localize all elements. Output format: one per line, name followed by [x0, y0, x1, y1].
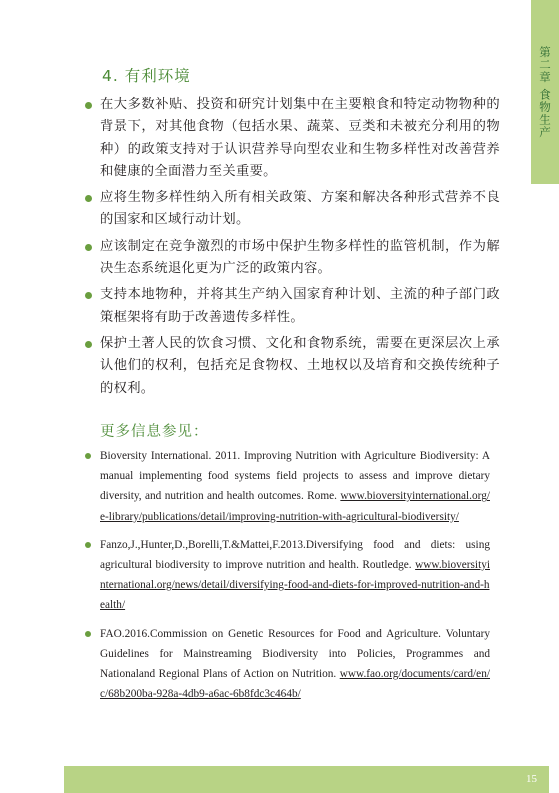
list-item [80, 236, 500, 281]
policy-bullet-list [80, 94, 500, 404]
footer-bar [64, 766, 549, 793]
reference-text [100, 446, 490, 527]
bullet-text: 支持本地物种，并将其生产纳入国家育种计划、主流的种子部门政策框架将有助于改善遗传多样性。 [100, 287, 500, 325]
chapter-title: 第二章 食物生产 [538, 45, 552, 139]
reference-text [100, 624, 490, 705]
reference-text [100, 535, 490, 616]
bullet-text: 保护土著人民的饮食习惯、文化和食物系统，需要在更深层次上承认他们的权利，包括充足食物权、土地权以及培育和交换传统种子的权利。 [100, 335, 500, 396]
reference-list [82, 446, 490, 712]
reference-link[interactable]: www.bioversityinternational.org/e-library/publications/detail/improving-nutrition-with-agricultural-biodiversity/ [100, 490, 490, 523]
page-number: 15 [526, 773, 537, 785]
list-item [80, 284, 500, 329]
reference-item [82, 624, 490, 705]
bullet-dot-icon [85, 102, 92, 109]
bullet-dot-icon [85, 542, 91, 548]
bullet-dot-icon [85, 195, 92, 202]
list-item [80, 333, 500, 400]
more-info-heading: 更多信息参见： [100, 424, 209, 440]
reference-item [82, 446, 490, 527]
bullet-text: 在大多数补贴、投资和研究计划集中在主要粮食和特定动物物种的背景下，对其他食物（包括水果、蔬菜、豆类和未被充分利用的物种）的政策支持对于认识营养导向型农业和生物多样性对改善营养和健康的全面潜力至关重要。 [100, 97, 500, 179]
list-item [80, 187, 500, 232]
reference-citation: Fanzo,J.,Hunter,D.,Borelli,T.&Mattei,F.2013.Diversifying food and diets: using agricultural biodiversity to improve nutrition and health. Routledge. [100, 538, 490, 572]
bullet-text: 应将生物多样性纳入所有相关政策、方案和解决各种形式营养不良的国家和区域行动计划。 [100, 190, 500, 228]
bullet-dot-icon [85, 631, 91, 637]
reference-item [82, 535, 490, 616]
reference-citation: Bioversity International. 2011. Improving Nutrition with Agriculture Biodiversity: A manual implementing food systems field projects to assess and improve dietary diversity, and nutrition and health outcomes. Rome. [100, 450, 490, 503]
bullet-text: 应该制定在竞争激烈的市场中保护生物多样性的监管机制，作为解决生态系统退化更为广泛的政策内容。 [100, 238, 500, 277]
list-item [80, 94, 500, 183]
bullet-dot-icon [85, 453, 91, 459]
reference-link[interactable]: www.bioversityinternational.org/news/detail/diversifying-food-and-diets-for-improved-nutrition-and-health/ [100, 559, 490, 612]
chapter-side-tab [531, 0, 559, 184]
bullet-dot-icon [85, 341, 92, 348]
reference-citation: FAO.2016.Commission on Genetic Resources for Food and Agriculture. Voluntary Guidelines for Mainstreaming Biodiversity into Policies, Programmes and Nationaland Regional Plans of Action on Nutrition. [100, 627, 490, 681]
section-heading: 4. 有利环境 [102, 67, 191, 85]
reference-link[interactable]: www.fao.org/documents/card/en/c/68b200ba-928a-4db9-a6ac-6b8fdc3c464b/ [100, 668, 490, 701]
bullet-dot-icon [85, 244, 92, 251]
bullet-dot-icon [85, 292, 92, 299]
